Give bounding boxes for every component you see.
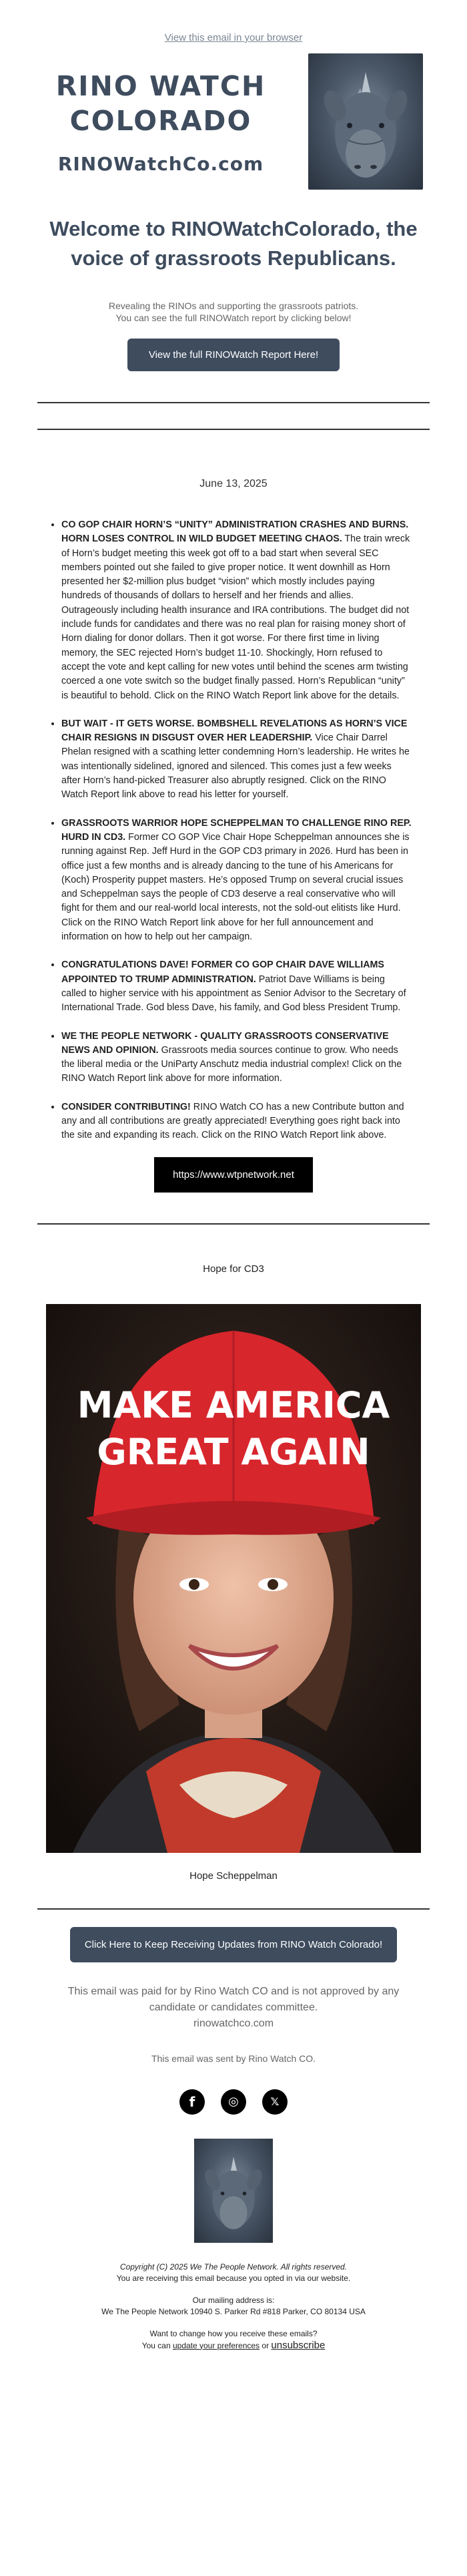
change-prompt: Want to change how you receive these emails? bbox=[149, 2328, 318, 2338]
issue-date: June 13, 2025 bbox=[199, 478, 268, 489]
email-container bbox=[27, 0, 440, 2352]
brand-title-line1: RINO WATCH bbox=[55, 69, 266, 102]
news-item bbox=[61, 1030, 412, 1086]
you-can-text: You can bbox=[141, 2340, 173, 2350]
keep-receiving-button[interactable]: Click Here to Keep Receiving Updates from RINO Watch Colorado! bbox=[70, 1927, 397, 1962]
photo-title: Hope for CD3 bbox=[203, 1263, 264, 1275]
paid-line2: candidate or candidates committee. bbox=[149, 2001, 318, 2013]
news-headline: GRASSROOTS WARRIOR HOPE SCHEPPELMAN TO CHALLENGE RINO REP. HURD IN CD3. bbox=[61, 817, 412, 843]
candidate-photo bbox=[46, 1304, 421, 1853]
tagline-line2: You can see the full RINOWatch report by clicking below! bbox=[115, 312, 352, 323]
news-body: Grassroots media sources continue to grow. Who needs the liberal media or the UniParty Anschutz media industrial complex! Click on the RINO Watch Report link above for more information. bbox=[61, 1044, 402, 1084]
or-text: or bbox=[260, 2340, 272, 2350]
news-body: Former CO GOP Vice Chair Hope Scheppelman announces she is running against Rep. Jeff Hurd in the GOP CD3 primary in 2026. Hurd has been in office just a few months and is already dancing to the tune of his Americans for (Koch) Prosperity puppet masters. He’s opposed Trump on several crucial issues and Scheppelman says the people of CD3 deserve a real conservative who will fight for them and our real-world local interests, not the sold-out elitists like Hurd. Click on the RINO Watch Report link above for her full announcement and information on how to help out her campaign. bbox=[61, 831, 410, 943]
news-item bbox=[61, 717, 412, 803]
photo-caption: Hope Scheppelman bbox=[189, 1870, 278, 1882]
paid-for-notice bbox=[27, 1984, 440, 2032]
tagline bbox=[27, 300, 440, 324]
news-body: Patriot Dave Williams is being called to higher service with his appointment as Senior Advisor to the Secretary of International Trade. God bless Dave, his family, and God bless President Trump. bbox=[61, 974, 406, 1014]
footer-rhino-graphic bbox=[194, 2139, 273, 2243]
hat-text-line2: GREAT AGAIN bbox=[97, 1430, 370, 1473]
unsubscribe-link[interactable]: unsubscribe bbox=[271, 2339, 326, 2351]
paid-line3[interactable]: rinowatchco.com bbox=[193, 2017, 274, 2029]
hat-text-line1: MAKE AMERICA bbox=[77, 1383, 390, 1426]
news-body: Vice Chair Darrel Phelan resigned with a scathing letter condemning Horn’s leadership. He writes he was intentionally sidelined, ignored and silenced. This comes just a few weeks after Horn’s hand-picked Treasurer also abruptly resigned. Click on the RINO Watch Report link above to read his letter for yourself. bbox=[61, 732, 410, 801]
paid-line1: This email was paid for by Rino Watch CO and is not approved by any bbox=[67, 1985, 400, 1997]
news-item bbox=[61, 1100, 412, 1143]
view-report-button[interactable]: View the full RINOWatch Report Here! bbox=[127, 339, 340, 371]
header bbox=[27, 53, 440, 190]
tagline-line1: Revealing the RINOs and supporting the grassroots patriots. bbox=[108, 300, 359, 311]
brand-url[interactable]: RINOWatchCo.com bbox=[57, 152, 264, 175]
mailing-label: Our mailing address is: bbox=[192, 2295, 275, 2305]
opt-in-reason: You are receiving this email because you opted in via our website. bbox=[116, 2273, 351, 2283]
welcome-heading: Welcome to RINOWatchColorado, the voice of grassroots Republicans. bbox=[49, 217, 418, 270]
news-item bbox=[61, 518, 412, 703]
news-body: The train wreck of Horn’s budget meeting this week got off to a bad start when several SEC members pointed out she failed to give proper notice. It went downhill as Horn presented her $2-million plus budget “vision” which mostly includes paying hundreds of thousands of dollars to herself and her friends and allies. Outrageously including health insurance and IRA contributions. The budget did not include funds for candidates and there was no real plan for raising money short of Horn dialing for donor dollars. Then it got worse. For there first time in living memory, the SEC rejected Horn’s budget 11-10. Shockingly, Horn refused to accept the vote and kept calling for new votes until behind the scenes arm twisting coerced a one vote switch so the budget finally passed. Horn’s Republican “unity” is beautiful to behold. Click on the RINO Watch Report link above for the details. bbox=[61, 533, 410, 701]
news-headline: CO GOP CHAIR HORN’S “UNITY” ADMINISTRATION CRASHES AND BURNS. HORN LOSES CONTROL IN WILD BUDGET MEETING CHAOS. bbox=[61, 519, 409, 545]
social-links bbox=[27, 2089, 440, 2115]
preferences-line bbox=[27, 2340, 440, 2352]
news-headline: WE THE PEOPLE NETWORK - QUALITY GRASSROOTS CONSERVATIVE NEWS AND OPINION. bbox=[61, 1030, 389, 1056]
view-in-browser-link[interactable]: View this email in your browser bbox=[164, 32, 303, 43]
news-body: RINO Watch CO has a new Contribute button and any and all contributions are greatly appreciated! Everything goes right back into the site and expanding its reach. Click on the RINO Watch Report link above. bbox=[61, 1101, 404, 1141]
instagram-icon[interactable]: ◎ bbox=[221, 2089, 246, 2115]
divider bbox=[37, 429, 430, 430]
x-icon[interactable]: 𝕏 bbox=[262, 2089, 288, 2115]
candidate-photo-graphic bbox=[46, 1304, 421, 1853]
divider bbox=[37, 1908, 430, 1910]
view-in-browser-bar bbox=[27, 0, 440, 43]
sent-by: This email was sent by Rino Watch CO. bbox=[151, 2053, 316, 2064]
update-preferences-link[interactable]: update your preferences bbox=[172, 2340, 260, 2350]
news-headline: BUT WAIT - IT GETS WORSE. BOMBSHELL REVELATIONS AS HORN’S VICE CHAIR RESIGNS IN DISGUST OVER HER LEADERSHIP. bbox=[61, 718, 408, 744]
news-item bbox=[61, 817, 412, 945]
divider bbox=[37, 1223, 430, 1225]
news-headline: CONGRATULATIONS DAVE! FORMER CO GOP CHAIR DAVE WILLIAMS APPOINTED TO TRUMP ADMINISTRATION. bbox=[61, 959, 384, 985]
footer-block bbox=[27, 2262, 440, 2352]
rhino-logo-graphic bbox=[308, 53, 423, 190]
footer-rhino-logo bbox=[194, 2139, 273, 2243]
rhino-logo bbox=[308, 53, 423, 190]
facebook-icon[interactable]: f bbox=[179, 2089, 205, 2115]
copyright: Copyright (C) 2025 We The People Network. All rights reserved. bbox=[119, 2262, 348, 2272]
news-headline: CONSIDER CONTRIBUTING! bbox=[61, 1101, 191, 1112]
news-item bbox=[61, 958, 412, 1015]
news-list bbox=[27, 518, 440, 1143]
network-link-button[interactable]: https://www.wtpnetwork.net bbox=[154, 1157, 313, 1193]
brand-title-line2: COLORADO bbox=[69, 104, 252, 137]
mailing-address: We The People Network 10940 S. Parker Rd #818 Parker, CO 80134 USA bbox=[101, 2306, 366, 2316]
brand-block bbox=[51, 69, 271, 175]
